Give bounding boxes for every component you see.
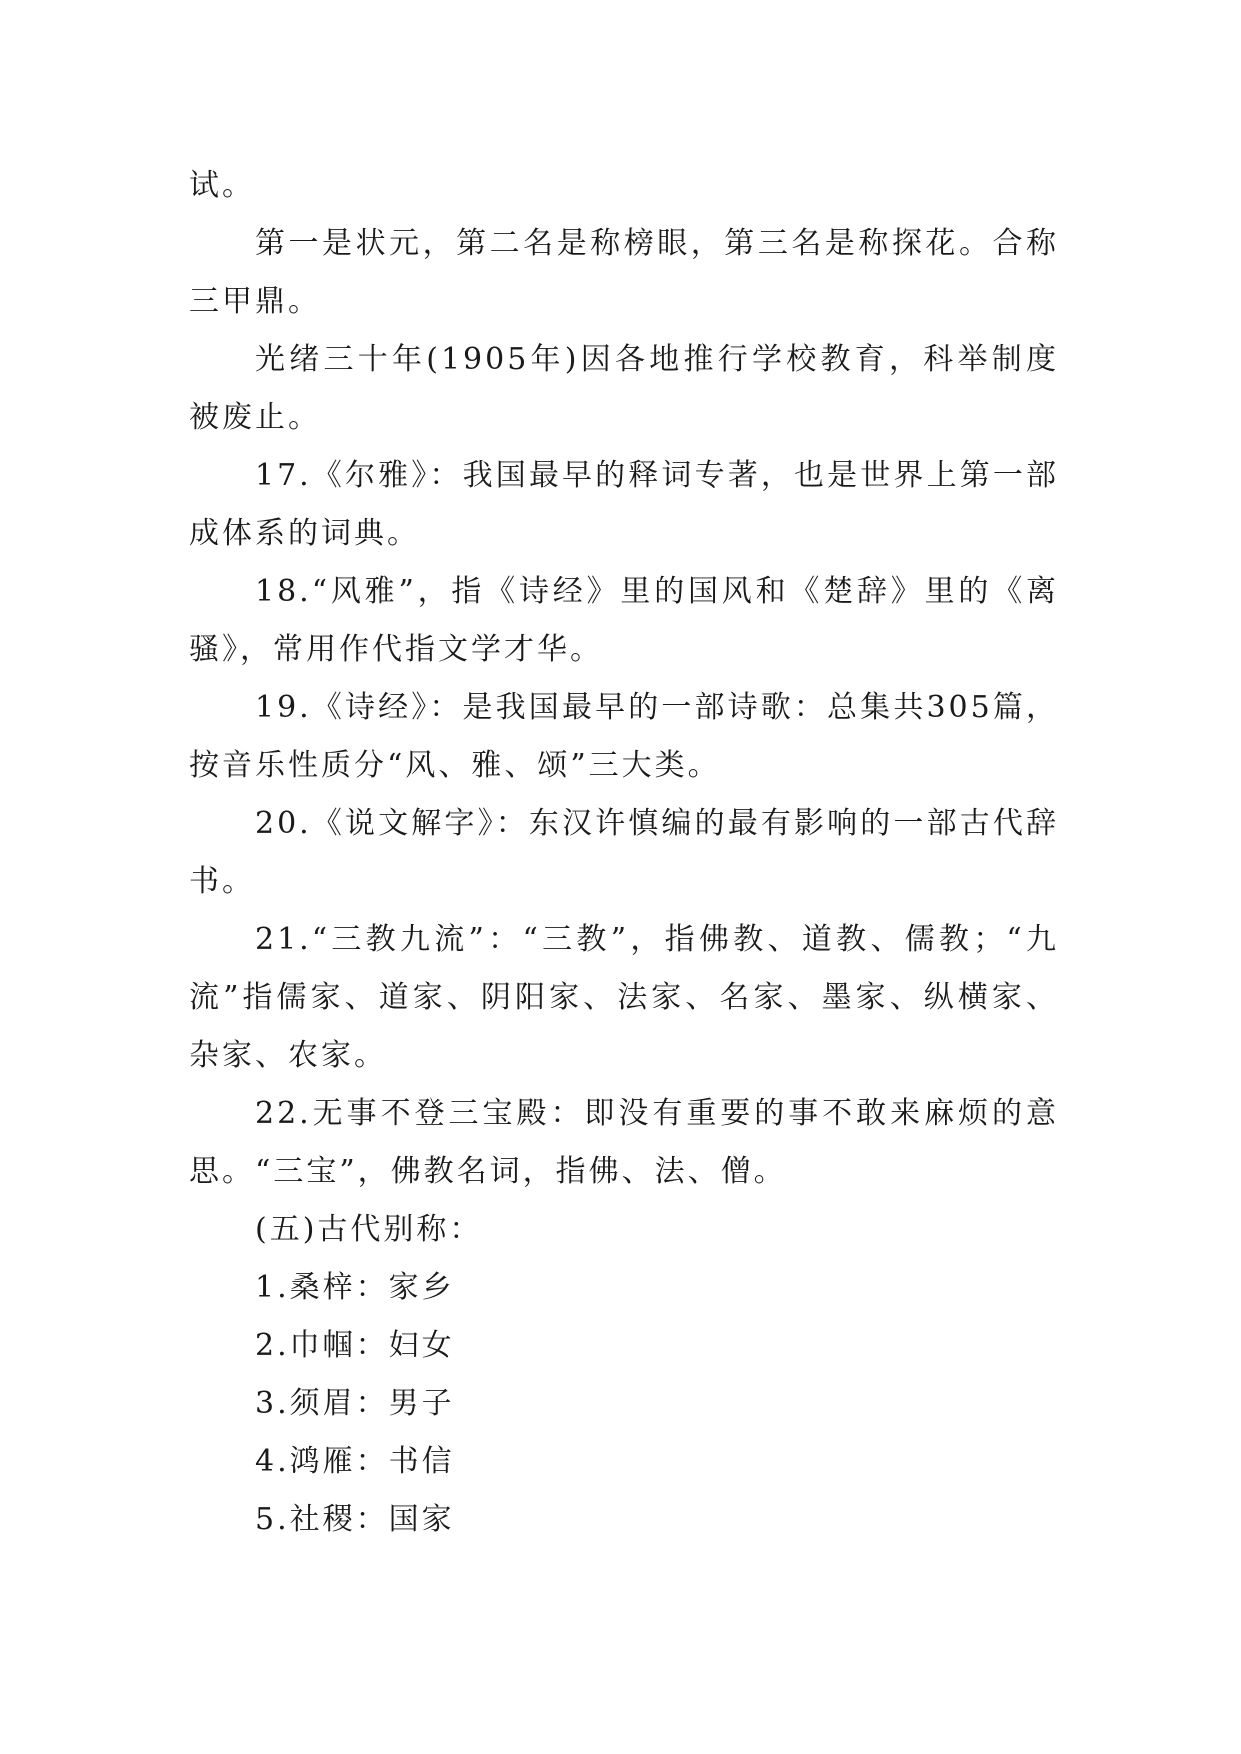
paragraph-guangxu: 光绪三十年(1905年)因各地推行学校教育，科举制度被废止。 (189, 342, 1059, 435)
paragraph-item-22: 22.无事不登三宝殿：即没有重要的事不敢来麻烦的意思。“三宝”，佛教名词，指佛、法、僧。 (189, 1096, 1059, 1189)
list-item: 5.社稷：国家 (255, 1502, 455, 1537)
paragraph-item-17: 17.《尔雅》：我国最早的释词专著，也是世界上第一部成体系的词典。 (189, 458, 1059, 551)
paragraph-item-19: 19.《诗经》：是我国最早的一部诗歌：总集共305篇，按音乐性质分“风、雅、颂”三大类。 (189, 690, 1059, 783)
list-item: 4.鸿雁：书信 (255, 1444, 455, 1479)
list-item: 2.巾帼：妇女 (255, 1328, 455, 1363)
paragraph-item-20: 20.《说文解字》：东汉许慎编的最有影响的一部古代辞书。 (189, 806, 1059, 899)
paragraph-item-21: 21.“三教九流”：“三教”，指佛教、道教、儒教；“九流”指儒家、道家、阴阳家、法家、名家、墨家、纵横家、杂家、农家。 (189, 922, 1059, 1073)
section-heading-ancient-aliases: (五)古代别称： (255, 1212, 483, 1247)
paragraph-item-18: 18.“风雅”，指《诗经》里的国风和《楚辞》里的《离骚》，常用作代指文学才华。 (189, 574, 1059, 667)
paragraph-zhuangyuan: 第一是状元，第二名是称榜眼，第三名是称探花。合称三甲鼎。 (189, 226, 1059, 319)
document-body (189, 157, 1059, 1549)
paragraph-continuation: 试。 (189, 168, 255, 203)
list-item: 3.须眉：男子 (255, 1386, 455, 1421)
list-item: 1.桑梓：家乡 (255, 1270, 455, 1305)
